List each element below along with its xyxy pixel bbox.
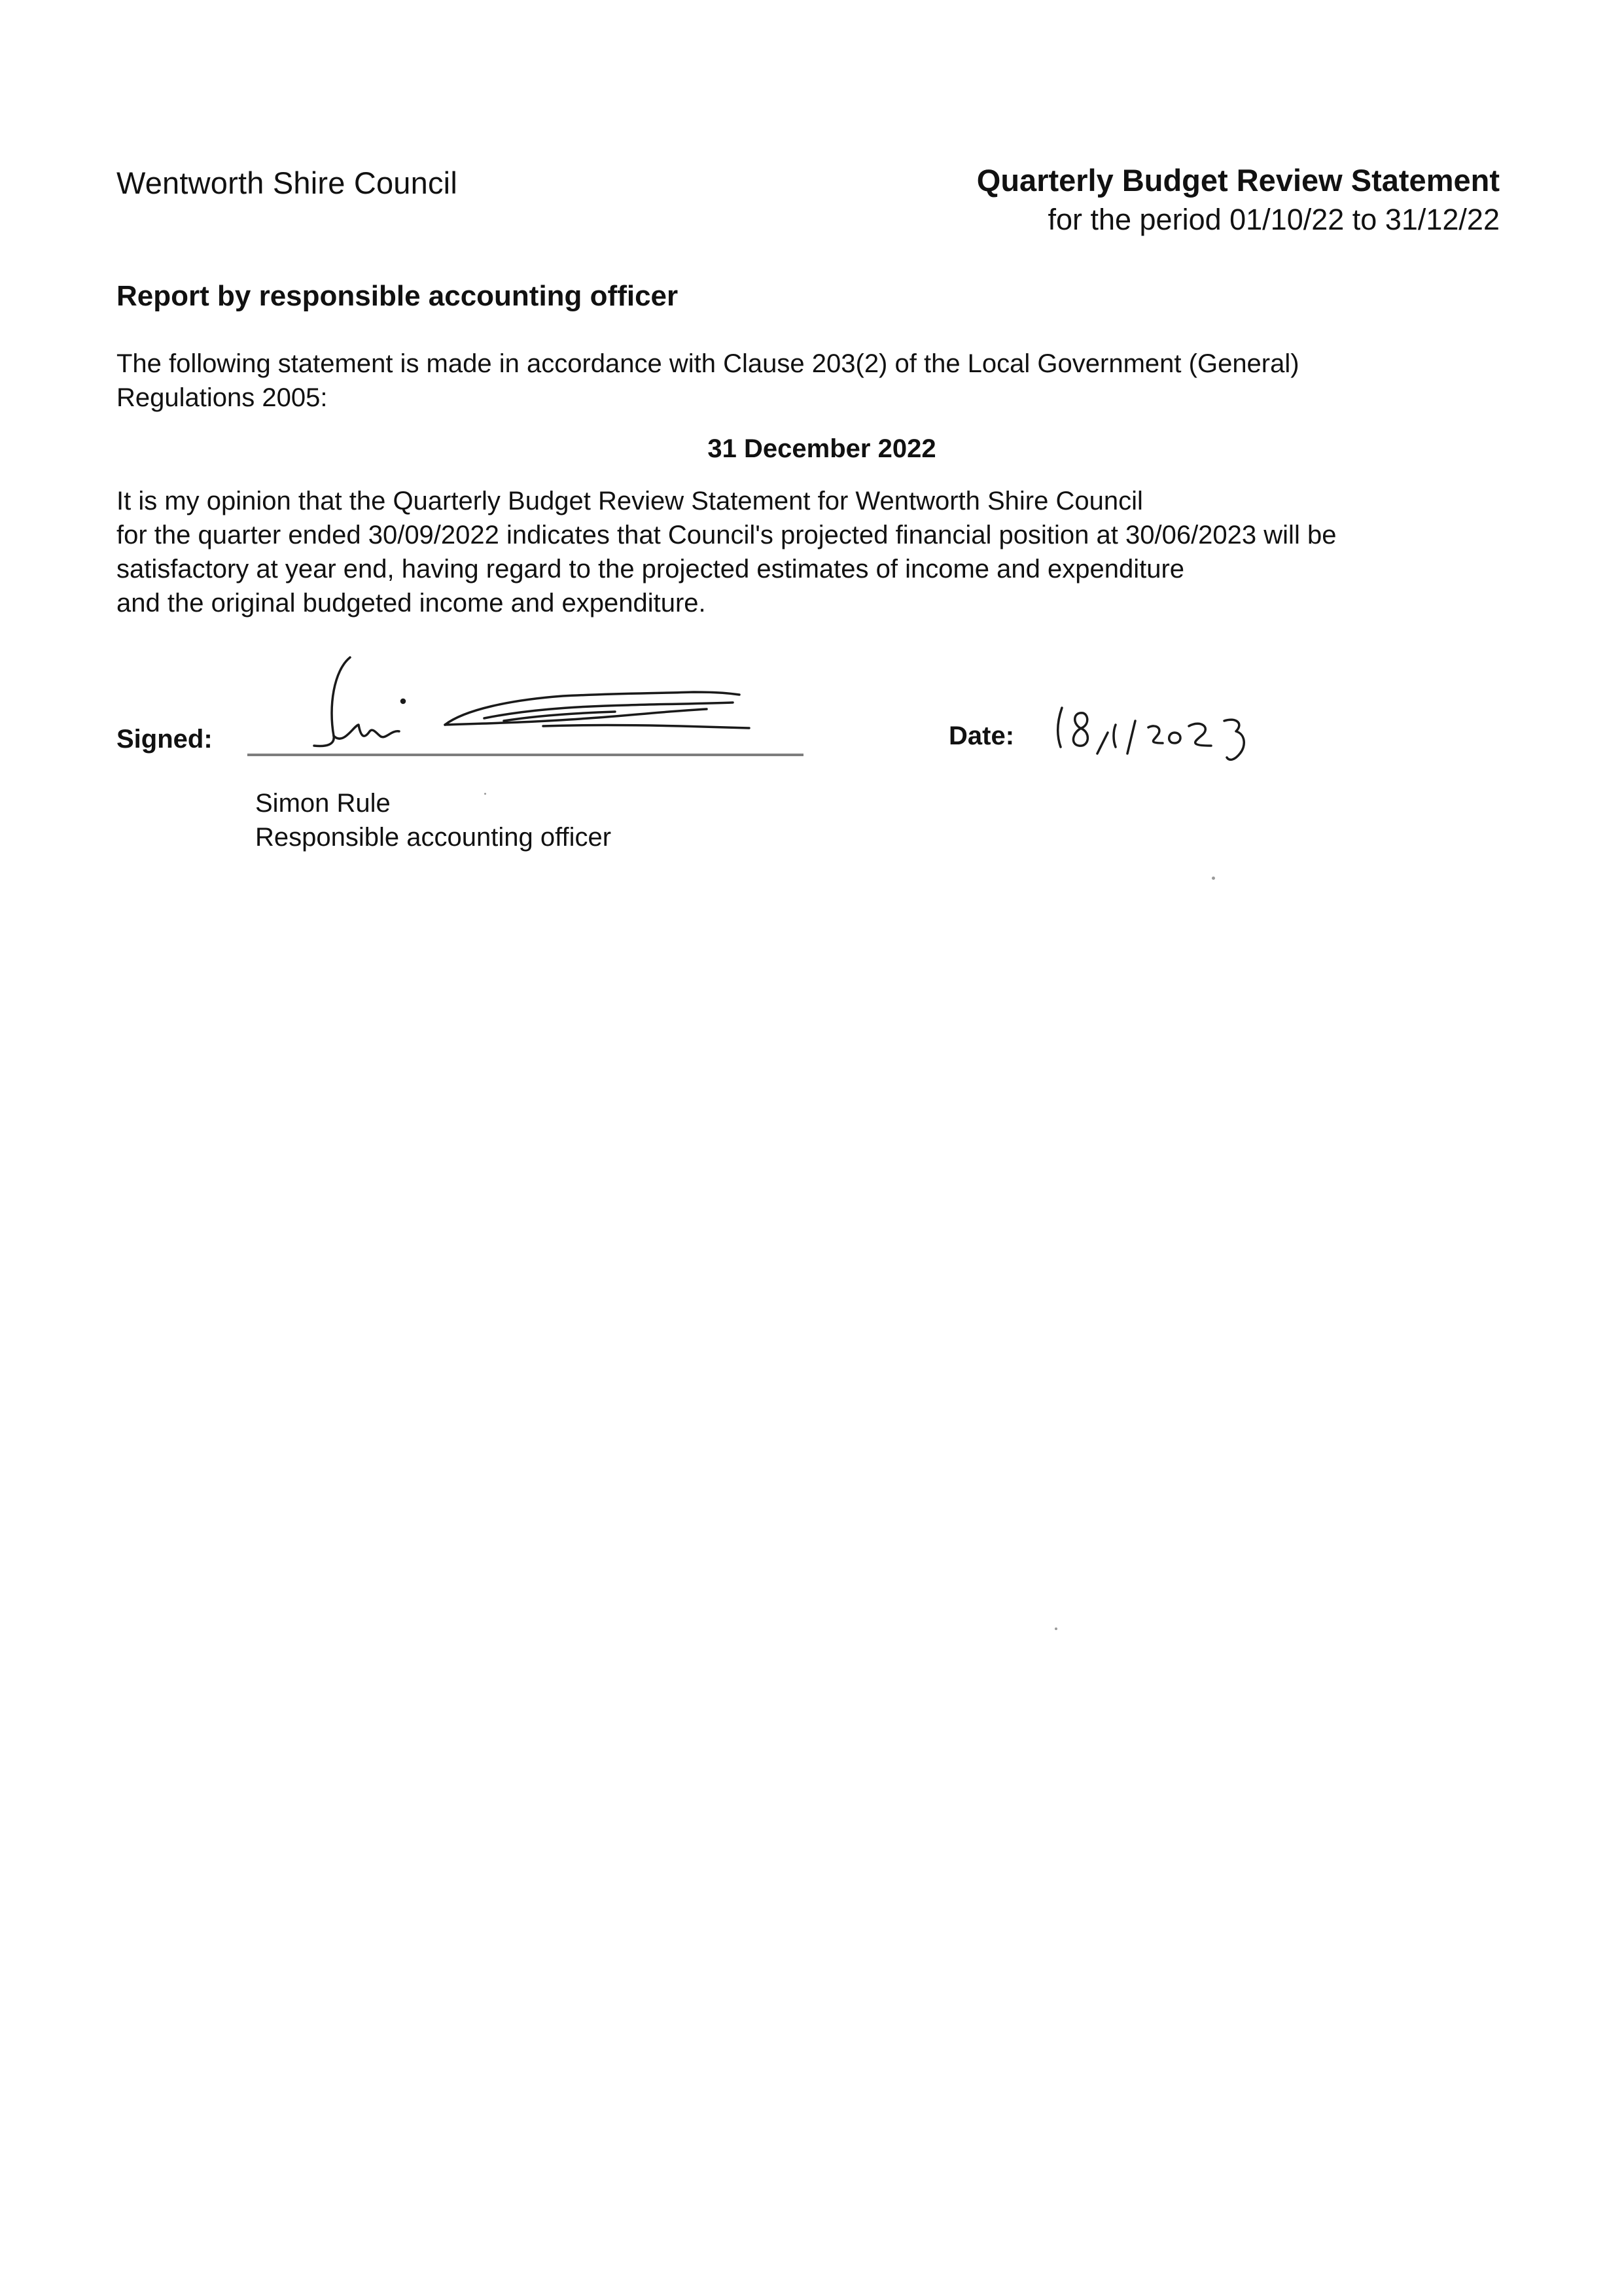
report-heading: Report by responsible accounting officer xyxy=(116,280,679,312)
opinion-line: satisfactory at year end, having regard to the projected estimates of income and expenditure xyxy=(116,555,1185,583)
officer-name: Simon Rule xyxy=(255,789,391,818)
handwritten-date xyxy=(1050,693,1299,765)
date-label: Date: xyxy=(949,722,1015,750)
opinion-line: for the quarter ended 30/09/2022 indicates that Council's projected financial position at 30/06/2023 will be xyxy=(116,521,1337,549)
handwritten-signature xyxy=(288,648,759,759)
opinion-paragraph xyxy=(116,484,1523,620)
opinion-line: It is my opinion that the Quarterly Budget Review Statement for Wentworth Shire Council xyxy=(116,487,1143,515)
scan-speck xyxy=(484,793,486,795)
signature-line xyxy=(247,754,803,756)
statement-period: for the period 01/10/22 to 31/12/22 xyxy=(1048,203,1500,236)
report-date: 31 December 2022 xyxy=(707,434,936,463)
scan-speck xyxy=(1055,1627,1057,1630)
scan-speck xyxy=(1212,877,1215,880)
statement-title: Quarterly Budget Review Statement xyxy=(976,163,1500,198)
officer-role: Responsible accounting officer xyxy=(255,823,612,852)
intro-line: The following statement is made in accordance with Clause 203(2) of the Local Government (General) xyxy=(116,349,1299,378)
council-name: Wentworth Shire Council xyxy=(116,165,457,200)
intro-paragraph xyxy=(116,347,1523,415)
intro-line: Regulations 2005: xyxy=(116,383,328,412)
opinion-line: and the original budgeted income and expenditure. xyxy=(116,589,706,617)
signed-label: Signed: xyxy=(116,725,213,754)
